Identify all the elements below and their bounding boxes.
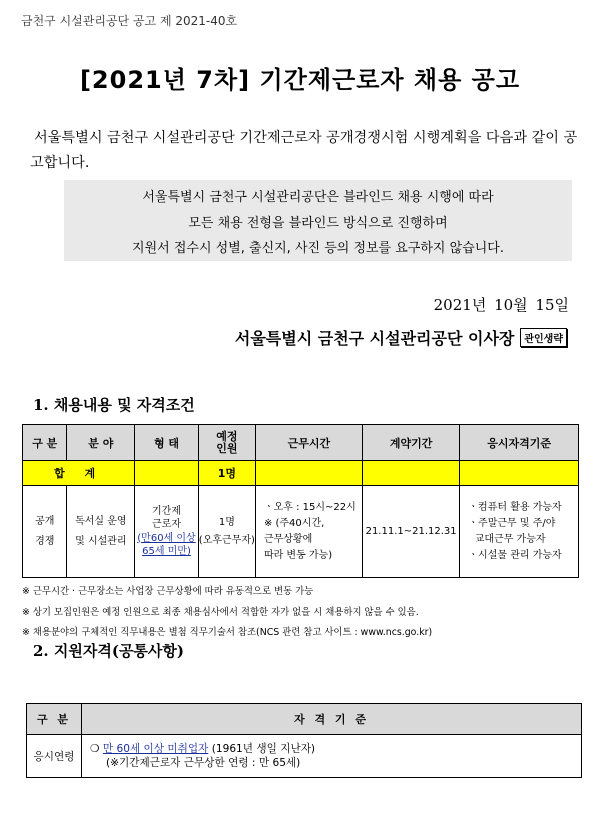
total-empty <box>255 461 362 486</box>
criteria-main: 만 60세 이상 미취업자 <box>102 743 209 755</box>
cell-period: 21.11.1~21.12.31 <box>362 486 460 578</box>
cell-type <box>135 486 199 578</box>
header-qualification: 응시자격기준 <box>460 425 579 461</box>
notice-number: 금천구 시설관리공단 공고 제 2021-40호 <box>21 14 238 28</box>
intro-paragraph: 서울특별시 금천구 시설관리공단 기간제근로자 공개경쟁시험 시행계획을 다음과 같이 공고합니다. <box>30 130 578 171</box>
signature-line <box>235 326 567 349</box>
header-count: 예정 인원 <box>198 425 255 461</box>
cell-qualifications <box>460 486 579 578</box>
header-type: 형 태 <box>135 425 199 461</box>
eligibility-table <box>26 703 582 778</box>
cell-label: 응시연령 <box>27 735 82 778</box>
cell-category: 공개 경쟁 <box>23 486 67 578</box>
qualification-item: ㆍ시설물 관리 가능자 <box>468 549 562 561</box>
header-period: 계약기간 <box>362 425 460 461</box>
table-header-row <box>23 425 579 461</box>
note-item: ※ 근무시간 · 근무장소는 사업장 근무상황에 따라 유동적으로 변동 가능 <box>22 586 314 597</box>
header-field: 분 야 <box>67 425 135 461</box>
section2-heading: 2. 지원자격(공통사항) <box>33 642 184 660</box>
qualification-item: ㆍ주말근무 및 주/야 교대근무 가능자 <box>468 517 556 545</box>
circle-bullet-icon: ❍ <box>90 743 100 755</box>
total-empty <box>460 461 579 486</box>
blind-line: 지원서 접수시 성별, 출신지, 사진 등의 정보를 요구하지 않습니다. <box>132 241 504 256</box>
header-hours: 근무시간 <box>255 425 362 461</box>
total-empty <box>135 461 199 486</box>
total-empty <box>362 461 460 486</box>
table-notes <box>22 582 432 644</box>
page-title: [2021년 7차] 기간제근로자 채용 공고 <box>79 66 521 94</box>
header-criteria: 자 격 기 준 <box>82 704 582 735</box>
cell-field: 독서실 운영 및 시설관리 <box>67 486 135 578</box>
recruitment-table <box>22 424 579 578</box>
signer-name: 서울특별시 금천구 시설관리공단 이사장 <box>234 329 515 348</box>
cell-criteria <box>82 735 582 778</box>
seal-omitted-stamp: 관인생략 <box>520 328 567 347</box>
header-category: 구 분 <box>27 704 82 735</box>
qualification-item: ㆍ컴퓨터 활용 가능자 <box>468 501 562 513</box>
cell-hours: ㆍ오후 : 15시~22시 ※ (주40시간, 근무상황에 따라 변동 가능) <box>255 486 362 578</box>
table-row <box>23 486 579 578</box>
table-row <box>27 735 582 778</box>
blind-line: 서울특별시 금천구 시설관리공단은 블라인드 채용 시행에 따라 <box>142 190 494 205</box>
type-main: 기간제 근로자 <box>152 505 181 530</box>
total-row <box>23 461 579 486</box>
table-header-row <box>27 704 582 735</box>
cell-count: 1명 (오후근무자) <box>198 486 255 578</box>
notice-date: 2021년 10월 15일 <box>433 296 569 314</box>
note-item: ※ 채용분야의 구체적인 직무내용은 별첨 직무기술서 참조(NCS 관련 참고 사이트 : www.ncs.go.kr) <box>22 627 433 638</box>
section1-heading: 1. 채용내용 및 자격조건 <box>33 396 195 414</box>
total-count: 1명 <box>198 461 255 486</box>
note-item: ※ 상기 모집인원은 예정 인원으로 최종 채용심사에서 적합한 자가 없을 시 채용하지 않을 수 있음. <box>22 606 419 618</box>
type-age-note: (만60세 이상 65세 미만) <box>137 532 196 557</box>
criteria-main-note: (1961년 생일 지난자) <box>211 743 316 755</box>
total-label: 합 계 <box>23 461 135 486</box>
criteria-main-line <box>90 742 581 756</box>
header-category: 구 분 <box>23 425 67 461</box>
blind-recruitment-notice <box>64 180 572 261</box>
blind-line: 모든 채용 전형을 블라인드 방식으로 진행하며 <box>188 215 448 231</box>
criteria-sub: (※기간제근로자 근무상한 연령 : 만 65세) <box>106 757 301 769</box>
